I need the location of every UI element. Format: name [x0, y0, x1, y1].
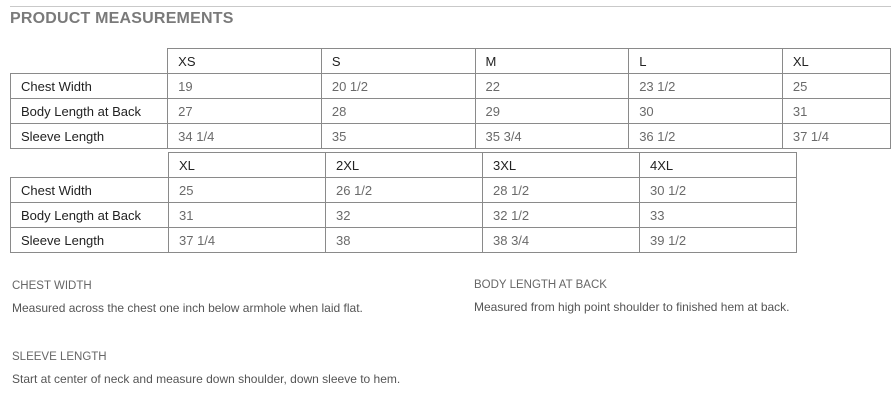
table-row — [11, 124, 891, 149]
measurement-cell: 31 — [169, 203, 326, 228]
size-header: 2XL — [326, 153, 483, 178]
table-header-row — [11, 49, 891, 74]
measurement-cell: 22 — [475, 74, 629, 99]
corner-cell — [11, 49, 168, 74]
measurement-cell: 30 — [629, 99, 783, 124]
measurement-cell: 31 — [782, 99, 890, 124]
measurement-cell: 29 — [475, 99, 629, 124]
row-label: Chest Width — [11, 74, 168, 99]
note-heading: CHEST WIDTH — [12, 280, 92, 292]
note-sleeve-length — [12, 351, 400, 386]
measurement-cell: 27 — [168, 99, 322, 124]
measurement-cell: 34 1/4 — [168, 124, 322, 149]
note-heading: BODY LENGTH AT BACK — [474, 279, 607, 291]
table-row — [11, 74, 891, 99]
top-divider — [10, 6, 891, 7]
size-header: 4XL — [640, 153, 797, 178]
measurement-cell: 38 3/4 — [483, 228, 640, 253]
note-text: Measured from high point shoulder to finished hem at back. — [474, 300, 790, 314]
measurement-cell: 36 1/2 — [629, 124, 783, 149]
page-title: PRODUCT MEASUREMENTS — [10, 10, 234, 27]
table-row — [11, 178, 797, 203]
row-label: Sleeve Length — [11, 124, 168, 149]
measurement-cell: 37 1/4 — [782, 124, 890, 149]
size-header: 3XL — [483, 153, 640, 178]
size-header: M — [475, 49, 629, 74]
measurement-cell: 38 — [326, 228, 483, 253]
measurement-cell: 20 1/2 — [321, 74, 475, 99]
size-header: XL — [782, 49, 890, 74]
row-label: Body Length at Back — [11, 203, 169, 228]
measurement-cell: 32 1/2 — [483, 203, 640, 228]
size-header: S — [321, 49, 475, 74]
measurement-cell: 35 3/4 — [475, 124, 629, 149]
measurement-cell: 39 1/2 — [640, 228, 797, 253]
note-text: Start at center of neck and measure down shoulder, down sleeve to hem. — [12, 372, 401, 386]
measurement-cell: 30 1/2 — [640, 178, 797, 203]
measurement-cell: 25 — [169, 178, 326, 203]
note-heading: SLEEVE LENGTH — [12, 351, 107, 363]
table-row — [11, 99, 891, 124]
table-header-row — [11, 153, 797, 178]
size-table-1 — [10, 48, 891, 149]
row-label: Body Length at Back — [11, 99, 168, 124]
size-header: XL — [169, 153, 326, 178]
note-chest-width — [12, 280, 363, 315]
measurement-cell: 25 — [782, 74, 890, 99]
measurement-cell: 26 1/2 — [326, 178, 483, 203]
note-text: Measured across the chest one inch below armhole when laid flat. — [12, 301, 363, 315]
measurement-cell: 33 — [640, 203, 797, 228]
measurement-cell: 35 — [321, 124, 475, 149]
measurement-cell: 19 — [168, 74, 322, 99]
size-table-2 — [10, 152, 797, 253]
note-body-length — [474, 279, 790, 314]
measurement-cell: 28 — [321, 99, 475, 124]
size-header: L — [629, 49, 783, 74]
measurement-cell: 37 1/4 — [169, 228, 326, 253]
row-label: Chest Width — [11, 178, 169, 203]
corner-cell — [11, 153, 169, 178]
row-label: Sleeve Length — [11, 228, 169, 253]
measurement-cell: 23 1/2 — [629, 74, 783, 99]
measurement-cell: 28 1/2 — [483, 178, 640, 203]
size-header: XS — [168, 49, 322, 74]
table-row — [11, 228, 797, 253]
table-row — [11, 203, 797, 228]
measurement-cell: 32 — [326, 203, 483, 228]
